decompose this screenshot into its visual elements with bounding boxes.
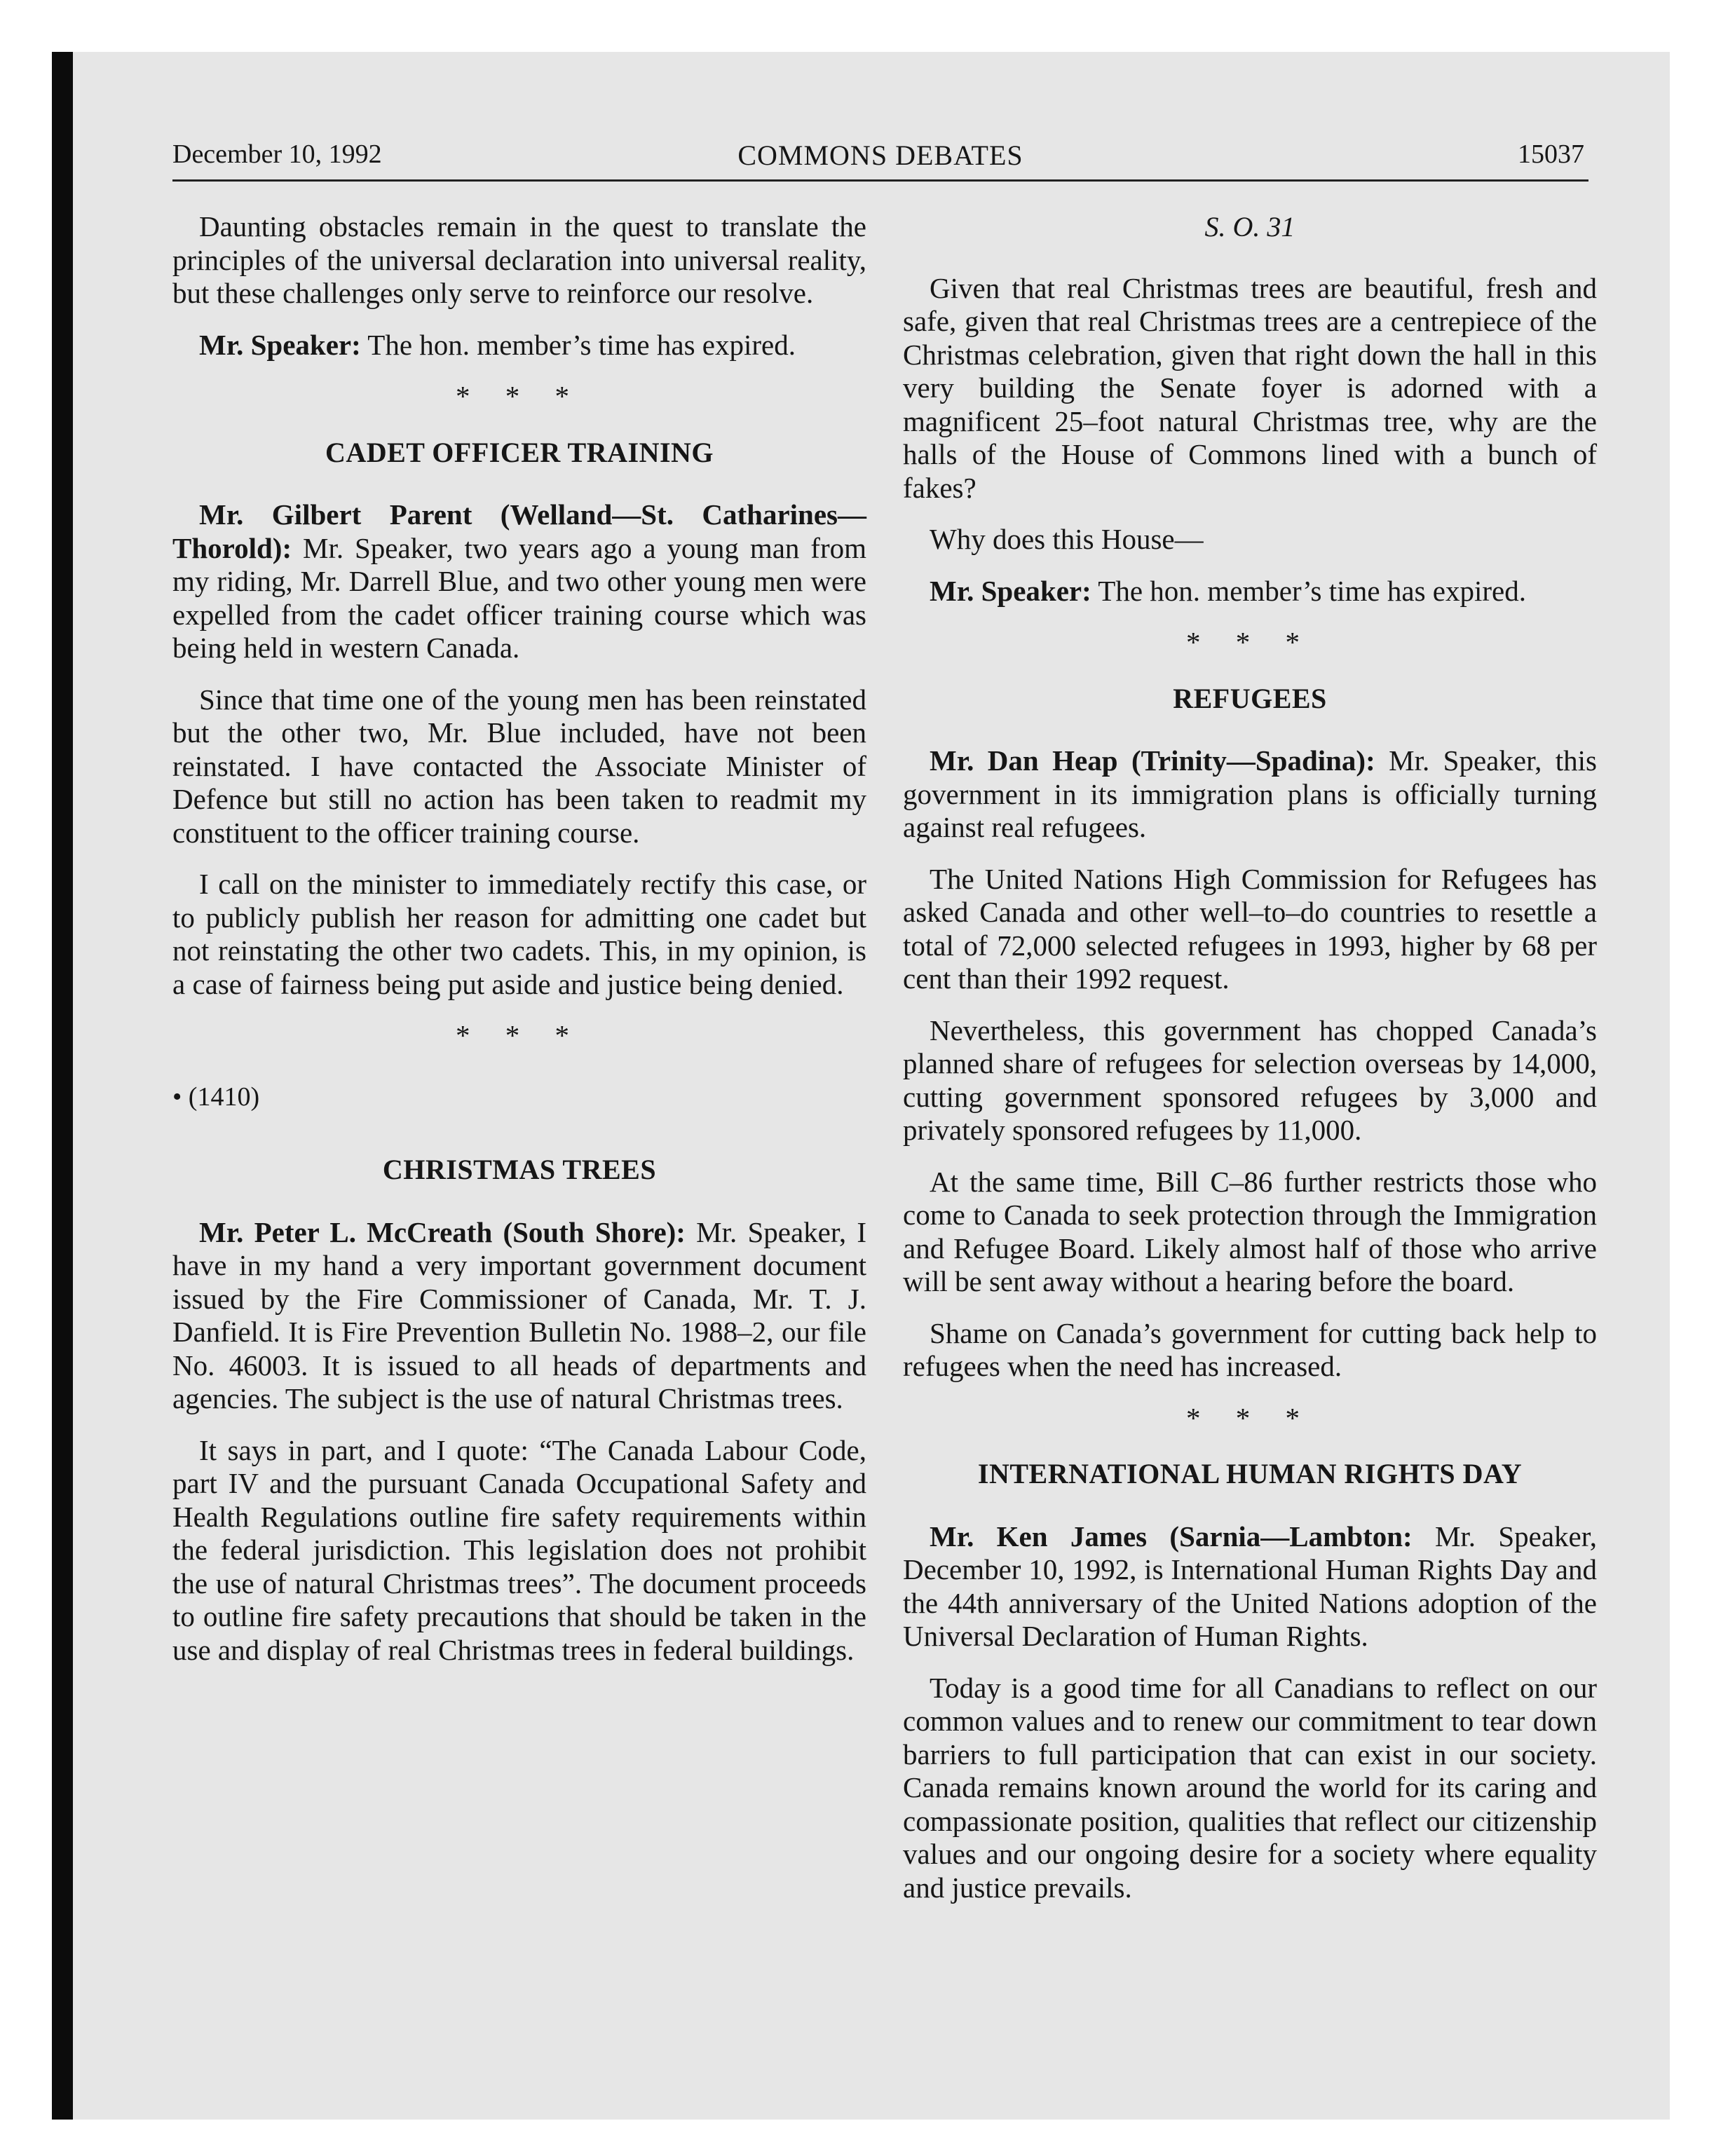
speaker-paragraph: [903, 1520, 1597, 1653]
page-header: [172, 133, 1588, 182]
section-heading: CADET OFFICER TRAINING: [325, 436, 714, 468]
section-heading: CHRISTMAS TREES: [382, 1154, 657, 1185]
speaker-paragraph: [903, 575, 1597, 608]
time-marker: • (1410): [172, 1082, 260, 1112]
paragraph: I call on the minister to immediately rectify this case, or to publicly publish her reason for admitting one cadet but not reinstating the other two cadets. This, in my opinion, is a case of fairness being put aside and justice being denied.: [172, 868, 866, 1000]
header-date: December 10, 1992: [172, 139, 382, 169]
scan-edge: [52, 52, 73, 2120]
speaker-paragraph: [172, 1216, 866, 1416]
speech-text: The hon. member’s time has expired.: [360, 328, 796, 361]
section-heading: REFUGEES: [1173, 682, 1327, 714]
paragraph: Nevertheless, this government has chopped Canada’s planned share of refugees for selection overseas by 14,000, cutting government sponsored refugees by 3,000 and privately sponsored refugees by 11,000.: [903, 1014, 1597, 1146]
speaker-name: Mr. Speaker:: [199, 328, 361, 361]
speech-text: Mr. Speaker, I have in my hand a very important government document issued by the Fire Commissioner of Canada, Mr. T. J. Danfield. It is Fire Prevention Bulletin No. 1988–2, our file No. 46003. It is issued to all heads of departments and agencies. The subject is the use of natural Christmas trees.: [172, 1215, 866, 1414]
paragraph: Why does this House—: [930, 523, 1204, 555]
header-page-number: 15037: [1518, 139, 1584, 169]
speech-text: Mr. Speaker, this government in its immigration plans is officially turning against real refugees.: [903, 744, 1597, 843]
paragraph: Today is a good time for all Canadians to reflect on our common values and to renew our commitment to tear down barriers to full participation that can exist in our society. Canada remains known around the world for its caring and compassionate position, qualities that reflect our citizenship values and our ongoing desire for a society where equality and justice prevails.: [903, 1671, 1597, 1904]
paragraph: At the same time, Bill C–86 further restricts those who come to Canada to seek protection through the Immigration and Refugee Board. Likely almost half of those who arrive will be sent away without a hearing before the board.: [903, 1165, 1597, 1297]
standing-order-label: S. O. 31: [1204, 211, 1295, 243]
speaker-name: Mr. Ken James (Sarnia—Lambton:: [930, 1520, 1413, 1553]
section-separator: * * *: [1186, 626, 1314, 658]
right-column: [903, 210, 1597, 1923]
speaker-name: Mr. Gilbert Parent (Welland—St. Catharines—Thorold):: [172, 498, 866, 564]
section-separator: * * *: [456, 380, 583, 412]
section-separator: * * *: [1186, 1401, 1314, 1434]
speech-text: The hon. member’s time has expired.: [1091, 574, 1526, 607]
paragraph: Since that time one of the young men has been reinstated but the other two, Mr. Blue included, have not been reinstated. I have contacted the Associate Minister of Defence but still no action has been taken to readmit my constituent to the officer training course.: [172, 683, 866, 849]
speaker-name: Mr. Speaker:: [930, 574, 1091, 607]
paragraph: The United Nations High Commission for Refugees has asked Canada and other well–to–do countries to resettle a total of 72,000 selected refugees in 1993, higher by 68 per cent than their 1992 request.: [903, 862, 1597, 995]
speech-text: Mr. Speaker, two years ago a young man from my riding, Mr. Darrell Blue, and two other young men were expelled from the cadet officer training course which was being held in western Canada.: [172, 531, 866, 664]
paragraph: Shame on Canada’s government for cutting back help to refugees when the need has increased.: [903, 1316, 1597, 1382]
section-heading: INTERNATIONAL HUMAN RIGHTS DAY: [977, 1458, 1523, 1489]
header-title: COMMONS DEBATES: [737, 139, 1023, 171]
speech-text: Mr. Speaker, December 10, 1992, is International Human Rights Day and the 44th anniversary of the United Nations adoption of the Universal Declaration of Human Rights.: [903, 1520, 1597, 1652]
speaker-paragraph: [903, 744, 1597, 845]
speaker-paragraph: [172, 498, 866, 665]
speaker-name: Mr. Peter L. McCreath (South Shore):: [199, 1215, 686, 1248]
paragraph: It says in part, and I quote: “The Canada Labour Code, part IV and the pursuant Canada Occupational Safety and Health Regulations outline fire safety requirements within the federal jurisdiction. This legislation does not prohibit the use of natural Christmas trees”. The document proceeds to outline fire safety precautions that should be taken in the use and display of real Christmas trees in federal buildings.: [172, 1433, 866, 1666]
section-separator: * * *: [456, 1019, 583, 1051]
speaker-name: Mr. Dan Heap (Trinity—Spadina):: [930, 744, 1375, 777]
speaker-paragraph: [172, 329, 866, 362]
left-column: [172, 210, 866, 1685]
paragraph: Daunting obstacles remain in the quest to translate the principles of the universal declaration into universal reality, but these challenges only serve to reinforce our resolve.: [172, 210, 866, 309]
paragraph: Given that real Christmas trees are beautiful, fresh and safe, given that real Christmas trees are a centrepiece of the Christmas celebration, given that right down the hall in this very building the Senate foyer is adorned with a magnificent 25–foot natural Christmas tree, why are the halls of the House of Commons lined with a bunch of fakes?: [903, 271, 1597, 504]
